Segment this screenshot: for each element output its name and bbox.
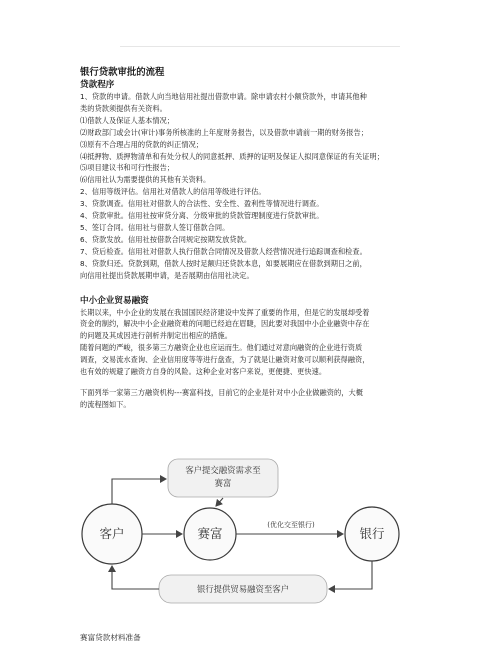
spacer — [80, 282, 425, 295]
bottom-box-label: 银行提供贸易融资至客户 — [196, 584, 290, 594]
text-line: 调查，交易流水查询、企业信用度等等进行盘查，为了就是让融资对象可以顺利获得融资， — [80, 355, 370, 365]
saifu-label: 赛富 — [197, 526, 223, 541]
text-line: 向信用社提出贷款展期申请，是否展期由信用社决定。 — [80, 270, 254, 280]
text-line: ⑴借款人及保证人基本情况； — [80, 115, 175, 125]
bank-label: 银行 — [359, 526, 385, 541]
document-body — [80, 66, 425, 411]
text-line: 随着问题的严峻，很多第三方融资企业也应运而生。他们通过对意向融资的企业进行资质 — [80, 343, 363, 353]
text-line: 长期以来，中小企业的发展在我国国民经济建设中发挥了重要的作用，但是它的发展却受着 — [80, 307, 370, 317]
arrow-customer-to-request — [112, 479, 166, 504]
header-rule — [120, 46, 400, 47]
top-box-label-line2: 赛富 — [214, 478, 232, 488]
text-line: 5、签订合同。信用社与借款人签订借款合同。 — [80, 222, 230, 232]
text-line: 资金的制约，解决中小企业融资难的问题已经迫在眉睫，因此要对我国中小企业融资中存在 — [80, 319, 370, 329]
text-line: 7、贷后检查。信用社对借款人执行借款合同情况及借款人经营情况进行追踪调查和检查。 — [80, 246, 367, 256]
page-title: 银行贷款审批的流程 — [80, 67, 165, 78]
financing-flow-diagram — [76, 458, 416, 618]
text-line: 4、贷款审批。信用社按审贷分离、分级审批的贷款管理制度进行贷款审批。 — [80, 211, 324, 221]
paragraph-sme-2 — [80, 342, 425, 378]
text-line: 2、信用等级评估。信用社对借款人的信用等级进行评估。 — [80, 187, 266, 197]
section-heading-sme-financing: 中小企业贸易融资 — [80, 295, 149, 306]
text-line: 的流程图如下。 — [80, 399, 131, 409]
text-line: 1、贷款的申请。借款人向当地信用社提出借款申请。除申请农村小额贷款外，申请其他种 — [80, 92, 367, 101]
text-line: 8、贷款归还。贷款到期，借款人按时足额归还贷款本息，如要展期应在借款到期日之前， — [80, 258, 367, 268]
middle-arrow-label: (优化交至银行) — [267, 521, 315, 529]
text-line: ⑹信用社认为需要提供的其他有关资料。 — [80, 175, 211, 185]
spacer — [80, 378, 425, 387]
text-line: ⑷抵押物、质押物清单和有处分权人的同意抵押、质押的证明及保证人拟同意保证的有关证明； — [80, 151, 384, 161]
text-line: ⑶原有不合理占用的贷款的纠正情况； — [80, 139, 204, 149]
text-line: 类的贷款须提供有关资料。 — [80, 103, 167, 113]
text-line: 3、贷款调查。信用社对借款人的合法性、安全性、盈利性等情况进行调查。 — [80, 199, 324, 209]
text-line: 下面列举一家第三方融资机构---赛富科技，目前它的企业是针对中小企业做融资的，大概 — [80, 387, 363, 397]
top-box-label — [168, 464, 278, 490]
text-line: 的问题及其成因进行剖析并制定出相应的措施。 — [80, 331, 232, 341]
section-heading-loan-procedure: 贷款程序 — [80, 80, 115, 90]
footer-heading: 赛富贷款材料准备 — [80, 633, 141, 642]
text-line: ⑸项目建议书和可行性报告； — [80, 163, 175, 173]
text-line: 也有效的规避了融资方自身的风险。这种企业对客户来说，更便捷、更快速。 — [80, 367, 327, 377]
paragraph-intro-flow — [80, 387, 425, 411]
arrow-financing-to-customer — [112, 566, 159, 589]
arrow-bank-to-financing — [329, 561, 372, 589]
loan-steps-list — [80, 91, 425, 282]
text-line: ⑵财政部门或会计(审计)事务所核准的上年度财务报告，以及借款申请前一期的财务报告； — [80, 127, 368, 137]
text-line: 6、贷款发放。信用社按借款合同规定按期发放贷款。 — [80, 234, 252, 244]
top-box-label-line1: 客户提交融资需求至 — [185, 465, 261, 475]
customer-label: 客户 — [99, 526, 125, 541]
arrow-request-to-saifu — [216, 498, 223, 506]
paragraph-sme-1 — [80, 307, 425, 343]
